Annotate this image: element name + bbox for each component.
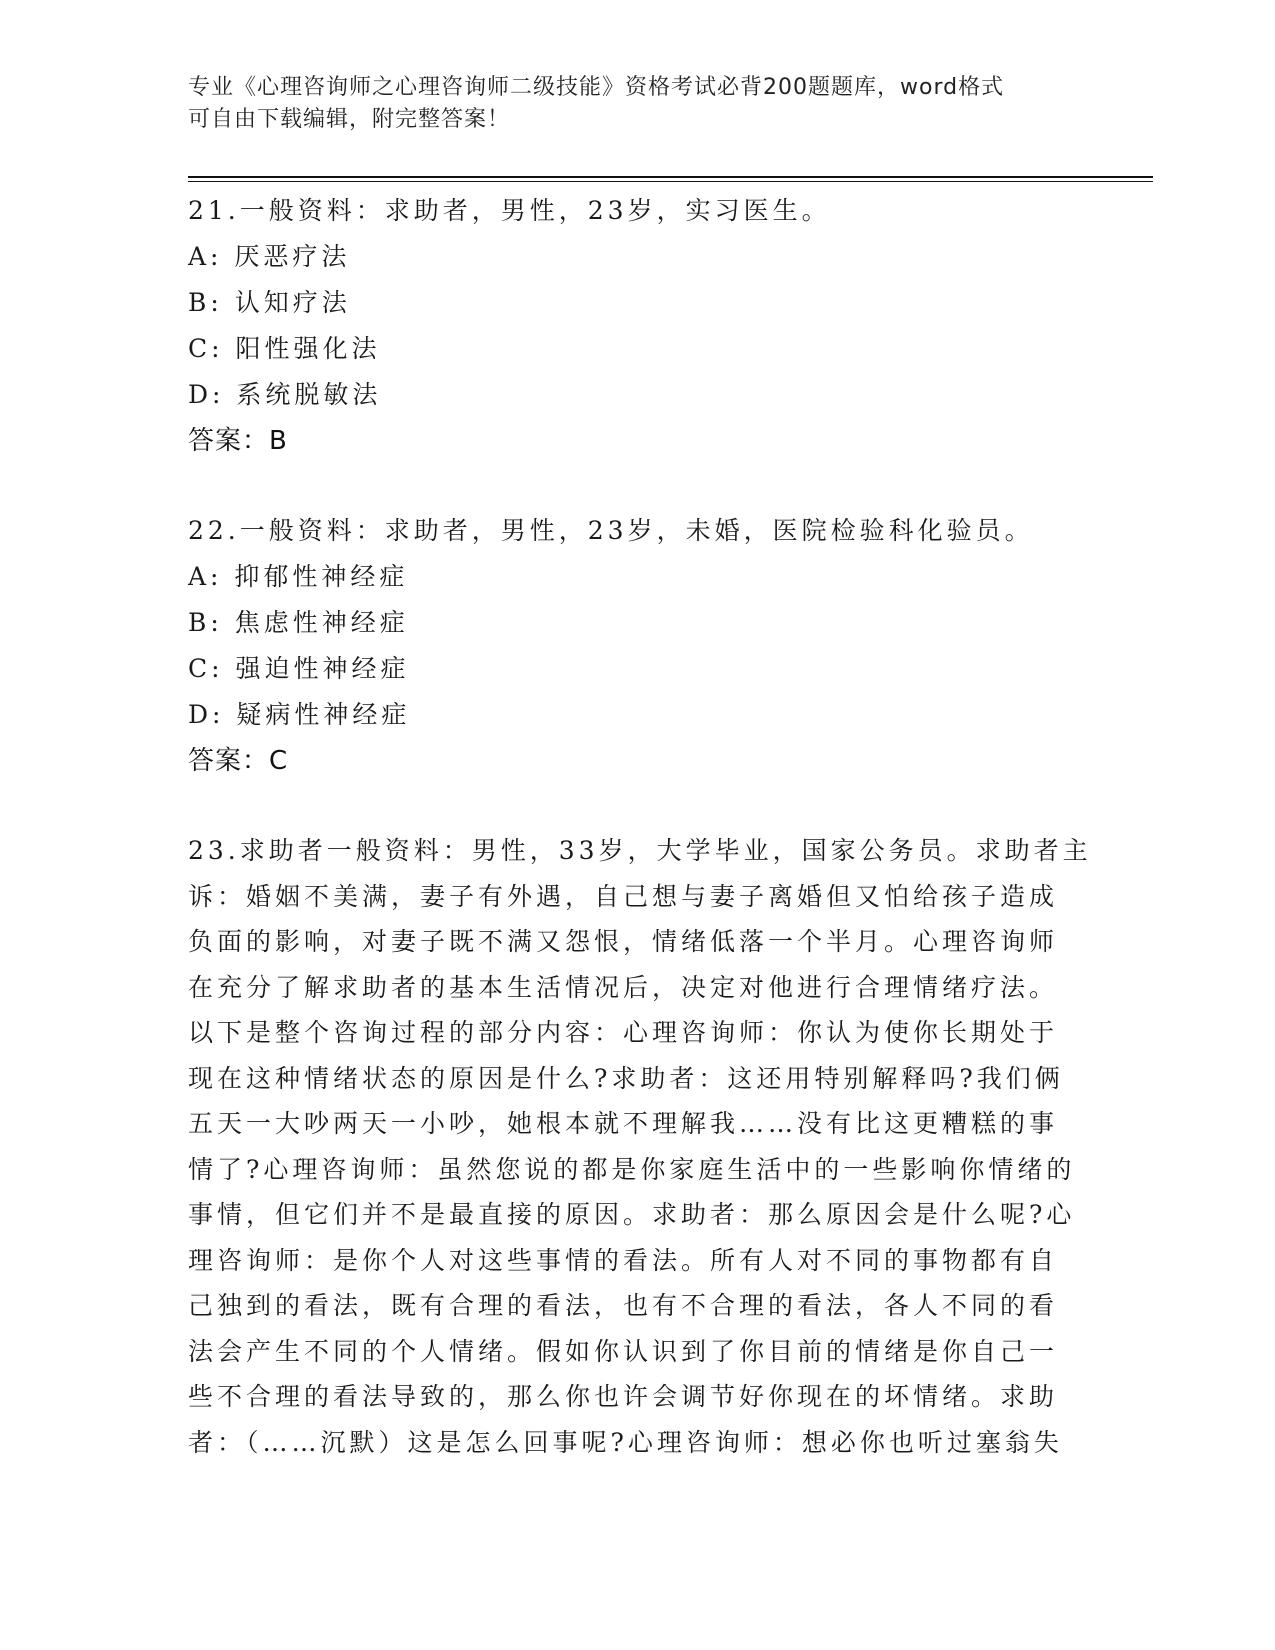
question-stem: 22.一般资料：求助者，男性，23岁，未婚，医院检验科化验员。: [188, 516, 1034, 545]
option-c: C: 阳性强化法: [188, 334, 381, 363]
stem-line: 以下是整个咨询过程的部分内容：心理咨询师：你认为使你长期处于: [188, 1018, 1059, 1047]
answer-label: 答案：B: [188, 426, 288, 456]
option-d: D: 疑病性神经症: [188, 700, 411, 729]
option-d: D: 系统脱敏法: [188, 380, 382, 409]
question-list: [188, 188, 1092, 1509]
stem-line: 负面的影响，对妻子既不满又怨恨，情绪低落一个半月。心理咨询师: [188, 927, 1059, 956]
option-a: A: 抑郁性神经症: [188, 562, 409, 591]
stem-line: 己独到的看法，既有合理的看法，也有不合理的看法，各人不同的看: [188, 1291, 1059, 1320]
stem-line: 现在这种情绪状态的原因是什么?求助者：这还用特别解释吗?我们俩: [188, 1063, 1064, 1093]
stem-line: 诉：婚姻不美满，妻子有外遇，自己想与妻子离婚但又怕给孩子造成: [188, 881, 1059, 911]
header-divider-thick: [188, 176, 1153, 178]
document-header: [188, 72, 1068, 136]
stem-line: 五天一大吵两天一小吵，她根本就不理解我……没有比这更糟糕的事: [188, 1109, 1059, 1138]
stem-line: 情了?心理咨询师：虽然您说的都是你家庭生活中的一些影响你情绪的: [188, 1154, 1076, 1184]
stem-line: 者：（……沉默）这是怎么回事呢?心理咨询师：想必你也听过塞翁失: [188, 1427, 1063, 1457]
stem-line: 些不合理的看法导致的，那么你也许会调节好你现在的坏情绪。求助: [188, 1382, 1059, 1411]
question-stem: 21.一般资料：求助者，男性，23岁，实习医生。: [188, 196, 831, 225]
option-b: B: 焦虑性神经症: [188, 608, 409, 637]
question-22: [188, 508, 1088, 784]
stem-line: 23.求助者一般资料：男性，33岁，大学毕业，国家公务员。求助者主: [188, 836, 1092, 865]
answer-label: 答案：C: [188, 746, 289, 776]
header-divider-thin: [188, 181, 1153, 182]
header-title-line-1: 专业《心理咨询师之心理咨询师二级技能》资格考试必背200题题库，word格式: [188, 75, 1005, 100]
header-title-line-2: 可自由下载编辑，附完整答案！: [188, 107, 511, 132]
stem-line: 法会产生不同的个人情绪。假如你认识到了你目前的情绪是你自己一: [188, 1336, 1059, 1366]
stem-line: 理咨询师：是你个人对这些事情的看法。所有人对不同的事物都有自: [188, 1245, 1059, 1275]
stem-line: 在充分了解求助者的基本生活情况后，决定对他进行合理情绪疗法。: [188, 972, 1059, 1002]
stem-line: 事情，但它们并不是最直接的原因。求助者：那么原因会是什么呢?心: [188, 1200, 1076, 1229]
question-21: [188, 188, 1088, 464]
question-23: [188, 828, 1092, 1465]
option-b: B: 认知疗法: [188, 288, 351, 317]
option-a: A: 厌恶疗法: [188, 242, 351, 271]
option-c: C: 强迫性神经症: [188, 654, 410, 683]
